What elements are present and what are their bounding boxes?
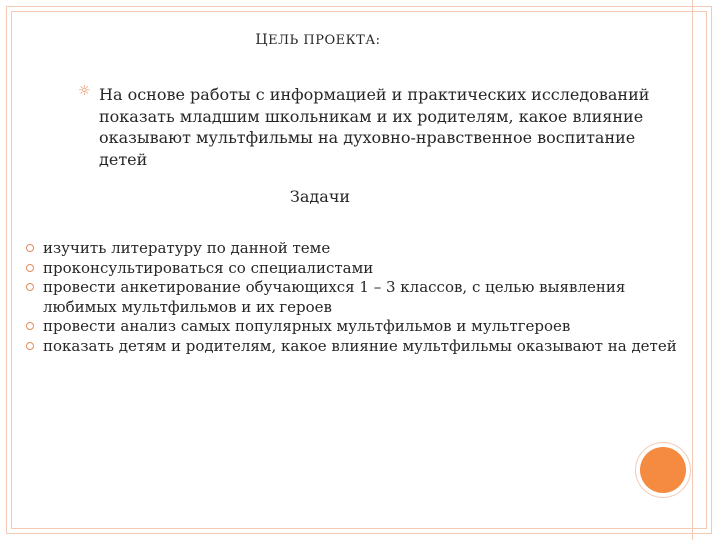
task-item (26, 259, 686, 279)
tasks-list (26, 239, 686, 356)
circle-bullet-icon (26, 244, 34, 252)
task-item (26, 278, 686, 317)
task-text: проконсультироваться со специалистами (43, 258, 374, 277)
circle-bullet-icon (26, 342, 34, 350)
goal-paragraph (78, 84, 658, 170)
decorative-orange-circle (640, 447, 686, 493)
task-item (26, 337, 686, 357)
task-item (26, 317, 686, 337)
task-text: провести анализ самых популярных мультфильмов и мультгероев (43, 317, 571, 335)
task-text: изучить литературу по данной теме (43, 239, 331, 257)
circle-bullet-icon (26, 322, 34, 330)
sun-icon: ☼ (78, 83, 91, 99)
task-text: провести анкетирование обучающихся 1 – 3 классов, с целью выявления любимых мультфильмов и их героев (43, 278, 626, 316)
circle-bullet-icon (26, 264, 34, 272)
circle-bullet-icon (26, 283, 34, 291)
tasks-heading: Задачи (289, 187, 351, 206)
slide-title (0, 32, 636, 48)
goal-text: На основе работы с информацией и практических исследований показать младшим школьникам и их родителям, какое влияние оказывают мультфильмы на духовно-нравственное воспитание детей (99, 85, 650, 169)
task-item (26, 239, 686, 259)
slide-title-initial: Ц (255, 32, 269, 48)
task-text: показать детям и родителям, какое влияние мультфильмы оказывают на детей (43, 336, 677, 355)
slide-edge-line (692, 0, 693, 540)
slide-title-rest: ЕЛЬ ПРОЕКТА: (268, 33, 381, 48)
